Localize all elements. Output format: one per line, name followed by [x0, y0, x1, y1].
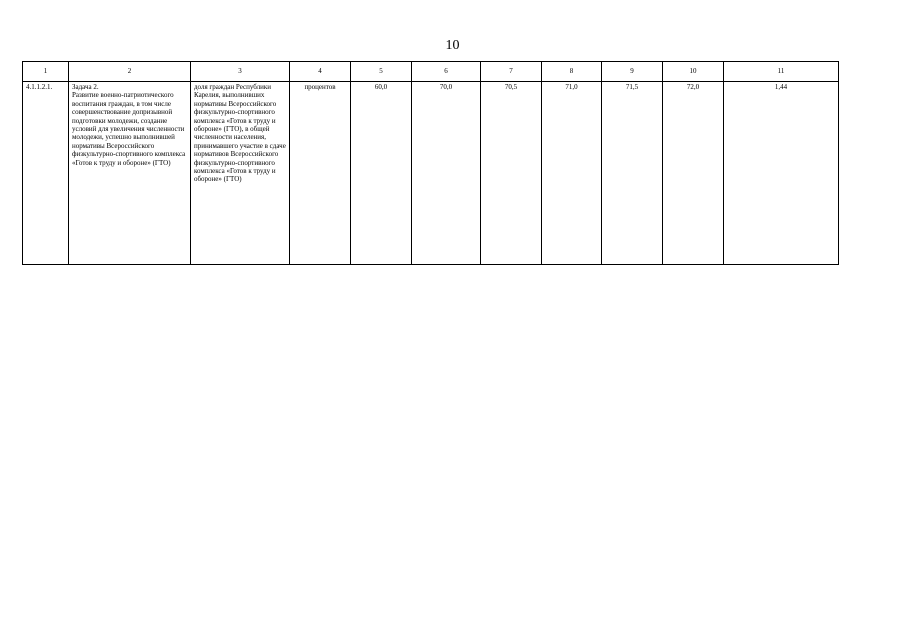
column-header-4: 4: [290, 62, 351, 82]
value-cell-9: 71,5: [602, 82, 663, 265]
table-row: [23, 82, 839, 265]
indicators-table: [22, 61, 839, 265]
value-cell-5: 60,0: [351, 82, 412, 265]
page-number: 10: [445, 38, 460, 53]
column-header-7: 7: [481, 62, 542, 82]
column-header-10: 10: [663, 62, 724, 82]
task-cell: Задача 2. Развитие военно-патриотического воспитания граждан, в том числе совершенствование допризывной подготовки молодежи, создание условий для увеличения численности молодежи, успешно выполнившей нормативы Всероссийского физкультурно-спортивного комплекса «Готов к труду и обороне» (ГТО): [69, 82, 191, 265]
column-header-5: 5: [351, 62, 412, 82]
column-header-11: 11: [724, 62, 839, 82]
unit-cell: процентов: [290, 82, 351, 265]
column-header-9: 9: [602, 62, 663, 82]
column-header-3: 3: [191, 62, 290, 82]
indicator-cell: доля граждан Республики Карелия, выполнивших нормативы Всероссийского физкультурно-спортивного комплекса «Готов к труду и обороне» (ГТО), в общей численности населения, принимавшего участие в сдаче нормативов Всероссийского физкультурно-спортивного комплекса «Готов к труду и обороне» (ГТО): [191, 82, 290, 265]
value-cell-8: 71,0: [542, 82, 602, 265]
column-header-6: 6: [412, 62, 481, 82]
column-header-1: 1: [23, 62, 69, 82]
column-header-2: 2: [69, 62, 191, 82]
value-cell-10: 72,0: [663, 82, 724, 265]
value-cell-11: 1,44: [724, 82, 839, 265]
table-header-row: [23, 62, 839, 82]
row-code-cell: 4.1.1.2.1.: [23, 82, 69, 265]
column-header-8: 8: [542, 62, 602, 82]
value-cell-6: 70,0: [412, 82, 481, 265]
value-cell-7: 70,5: [481, 82, 542, 265]
